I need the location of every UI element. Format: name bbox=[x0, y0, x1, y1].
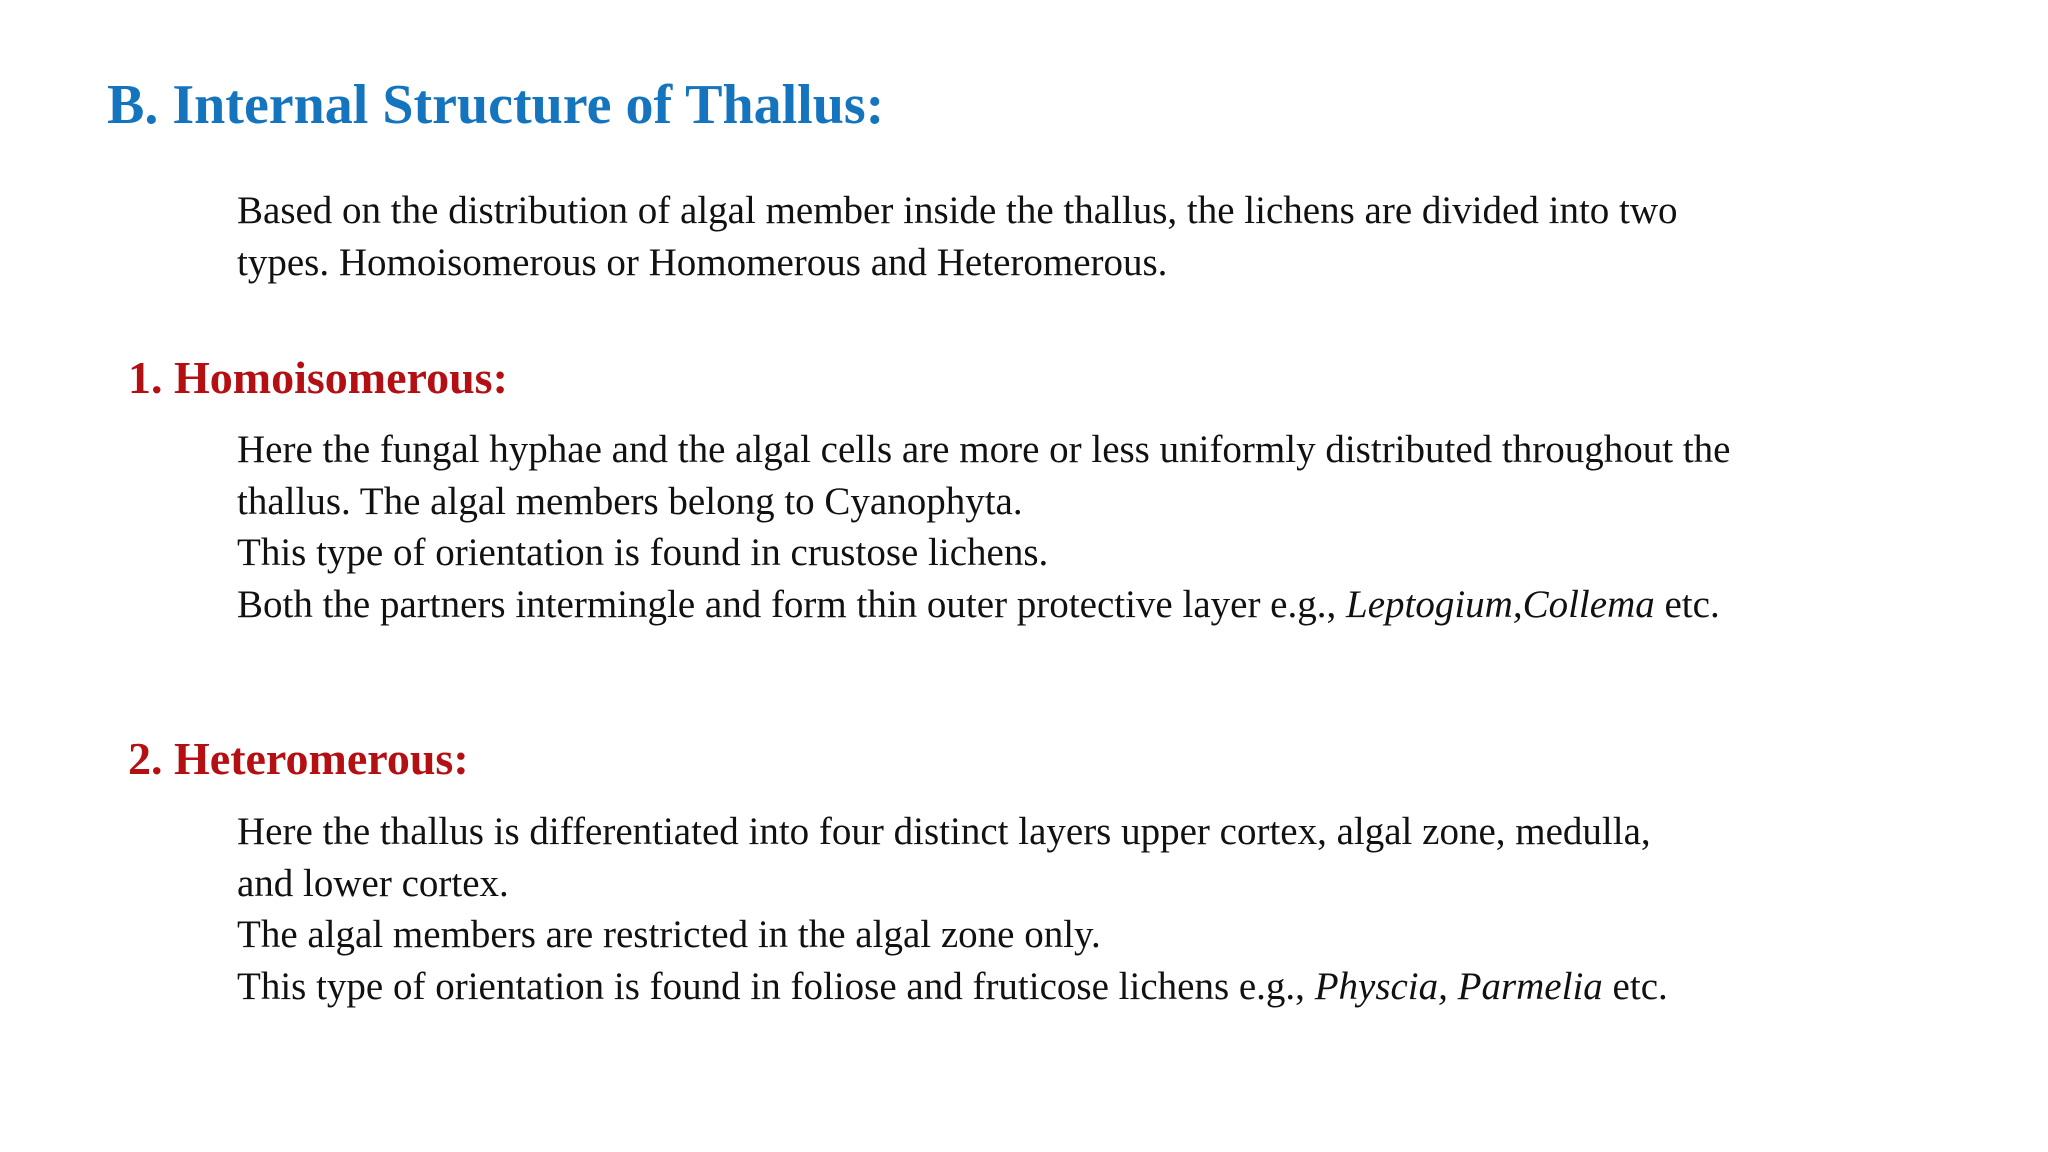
heteromerous-paragraph bbox=[237, 806, 1987, 1012]
section-heading-homoisomerous: 1. Homoisomerous: bbox=[128, 352, 508, 403]
intro-line-2: types. Homoisomerous or Homomerous and Heteromerous. bbox=[237, 240, 1168, 284]
section-heading-heteromerous: 2. Heteromerous: bbox=[128, 733, 469, 784]
homoisomerous-line-4-suffix: etc. bbox=[1654, 582, 1720, 626]
heteromerous-line-2: and lower cortex. bbox=[237, 861, 509, 905]
homoisomerous-line-2: thallus. The algal members belong to Cyanophyta. bbox=[237, 479, 1023, 523]
heteromerous-line-3: The algal members are restricted in the algal zone only. bbox=[237, 913, 1101, 956]
heteromerous-line-1: Here the thallus is differentiated into four distinct layers upper cortex, algal zone, medulla, bbox=[237, 810, 1651, 853]
intro-line-1: Based on the distribution of algal member inside the thallus, the lichens are divided into two bbox=[237, 189, 1678, 232]
homoisomerous-line-1: Here the fungal hyphae and the algal cells are more or less uniformly distributed throughout the bbox=[237, 428, 1731, 471]
homoisomerous-line-4-text: Both the partners intermingle and form thin outer protective layer e.g., bbox=[237, 582, 1346, 626]
heteromerous-line-4-suffix: etc. bbox=[1602, 964, 1668, 1008]
homoisomerous-line-4 bbox=[237, 579, 1987, 631]
homoisomerous-examples: Leptogium,Collema bbox=[1346, 582, 1655, 626]
slide-title: B. Internal Structure of Thallus: bbox=[107, 74, 885, 136]
homoisomerous-paragraph bbox=[237, 424, 1987, 630]
intro-paragraph bbox=[237, 185, 1987, 288]
homoisomerous-line-3: This type of orientation is found in crustose lichens. bbox=[237, 531, 1049, 574]
heteromerous-examples: Physcia, Parmelia bbox=[1314, 964, 1603, 1008]
heteromerous-line-4-text: This type of orientation is found in foliose and fruticose lichens e.g., bbox=[237, 964, 1315, 1008]
heteromerous-line-4 bbox=[237, 961, 1987, 1013]
